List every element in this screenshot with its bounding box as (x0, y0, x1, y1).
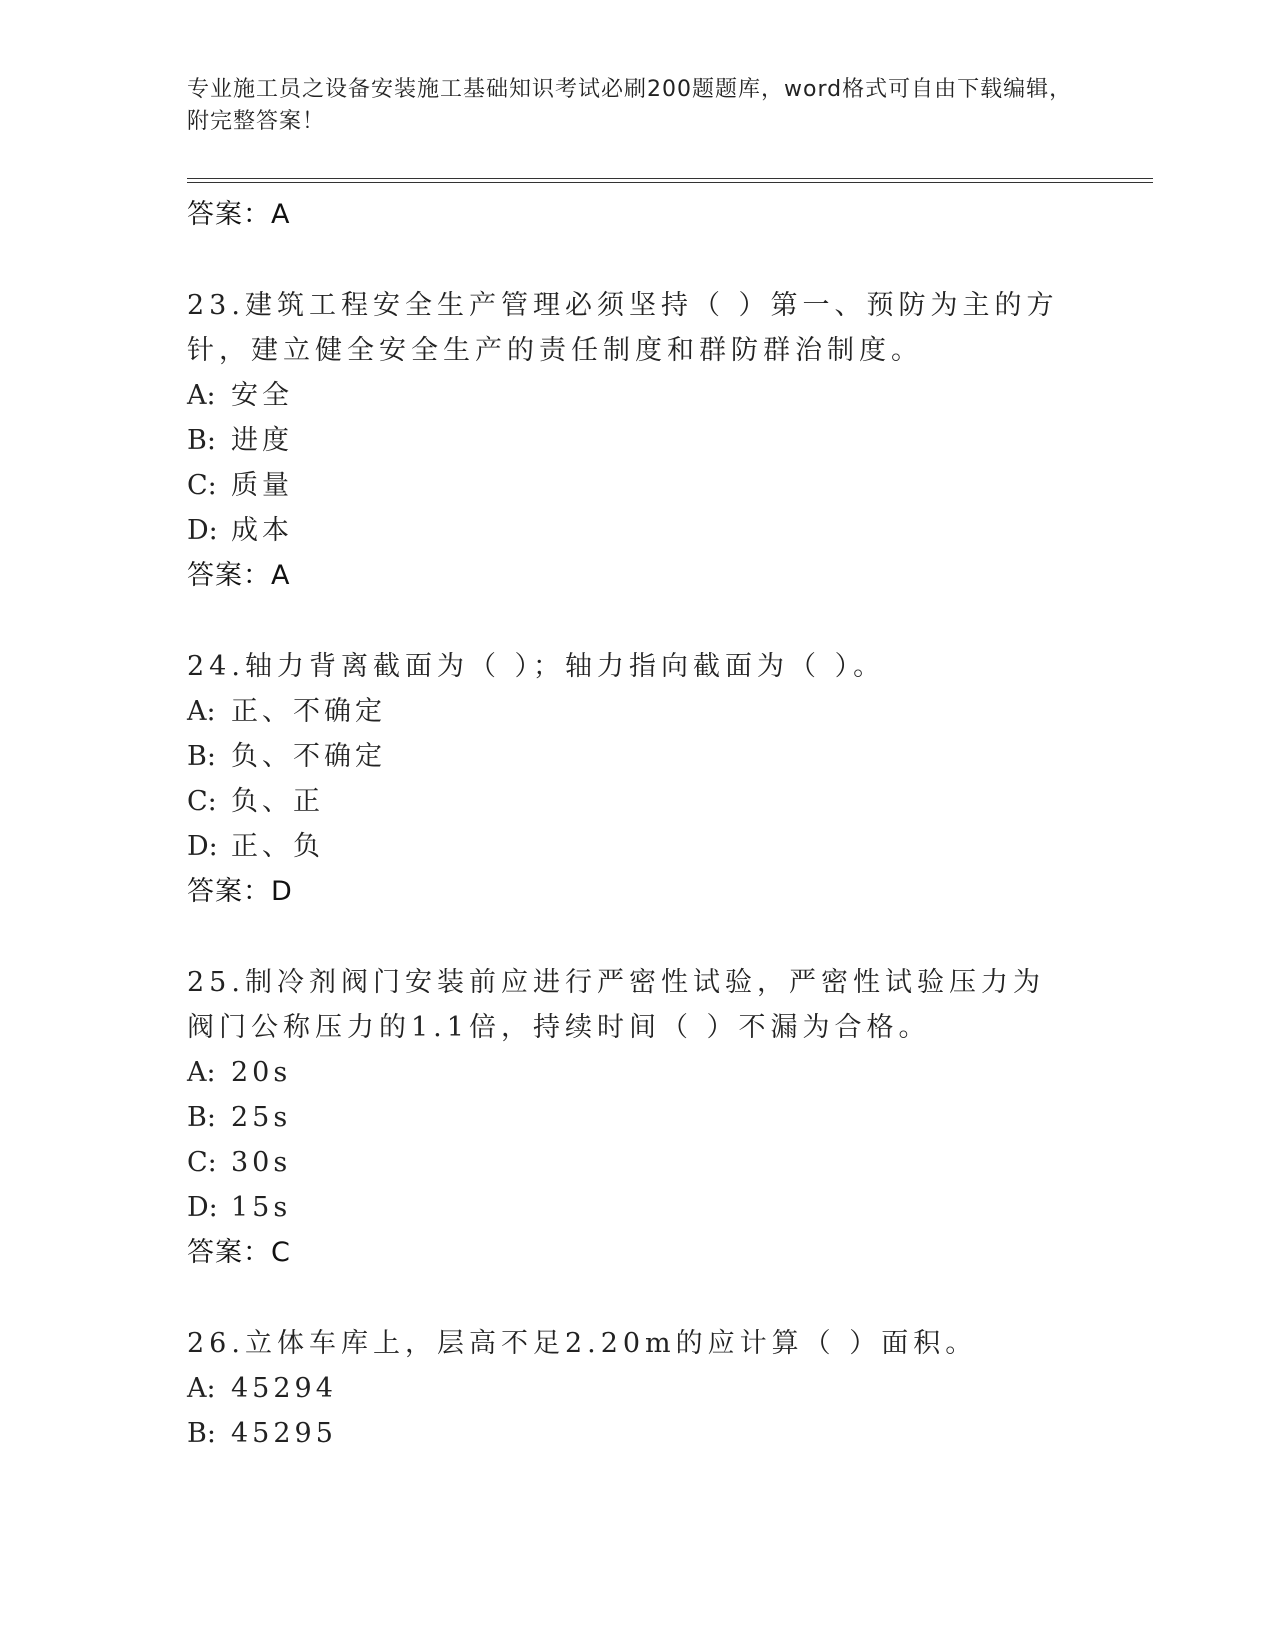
question-text: 26.立体车库上，层高不足2.20m的应计算（ ）面积。 (187, 1328, 978, 1359)
option-text: 负、正 (231, 786, 324, 817)
option-text: 安全 (231, 380, 293, 411)
option-letter: D: (187, 1192, 218, 1223)
option-d (187, 1185, 1153, 1230)
question-text: 25.制冷剂阀门安装前应进行严密性试验，严密性试验压力为阀门公称压力的1.1倍，持续时间（ ）不漏为合格。 (187, 967, 1045, 1043)
option-text: 质量 (231, 470, 293, 501)
option-letter: B: (187, 425, 216, 456)
option-text: 25s (231, 1102, 292, 1133)
answer-label: 答案：C (187, 1237, 291, 1268)
option-text: 45294 (231, 1373, 337, 1404)
option-a (187, 1366, 1153, 1411)
option-letter: A: (187, 1057, 216, 1088)
option-letter: D: (187, 515, 218, 546)
option-letter: C: (187, 470, 217, 501)
option-text: 负、不确定 (231, 741, 386, 772)
question-25 (187, 960, 1153, 1275)
option-text: 正、不确定 (231, 696, 386, 727)
option-letter: D: (187, 831, 218, 862)
option-a (187, 1050, 1153, 1095)
option-d (187, 824, 1153, 869)
option-c (187, 779, 1153, 824)
previous-answer: 答案：A (187, 199, 291, 230)
option-letter: A: (187, 1373, 216, 1404)
option-c (187, 463, 1153, 508)
option-text: 20s (231, 1057, 292, 1088)
option-a (187, 373, 1153, 418)
option-a (187, 689, 1153, 734)
option-letter: B: (187, 741, 216, 772)
answer-label: 答案：A (187, 560, 291, 591)
option-text: 正、负 (231, 831, 324, 862)
header-divider (187, 178, 1153, 183)
question-23 (187, 283, 1153, 598)
option-letter: B: (187, 1102, 216, 1133)
option-text: 成本 (231, 515, 293, 546)
option-text: 30s (231, 1147, 292, 1178)
answer-label: 答案：D (187, 876, 293, 907)
option-b (187, 1095, 1153, 1140)
option-d (187, 508, 1153, 553)
document-header: 专业施工员之设备安装施工基础知识考试必刷200题题库，word格式可自由下载编辑，附完整答案！ (187, 77, 1073, 134)
option-text: 进度 (231, 425, 293, 456)
question-list (187, 192, 1153, 1456)
question-text: 24.轴力背离截面为（ ）；轴力指向截面为（ ）。 (187, 651, 886, 682)
option-b (187, 1411, 1153, 1456)
option-text: 45295 (231, 1418, 337, 1449)
option-letter: B: (187, 1418, 216, 1449)
option-letter: C: (187, 1147, 217, 1178)
question-26 (187, 1321, 1153, 1456)
option-b (187, 734, 1153, 779)
option-text: 15s (231, 1192, 292, 1223)
option-letter: A: (187, 696, 216, 727)
option-b (187, 418, 1153, 463)
option-c (187, 1140, 1153, 1185)
option-letter: C: (187, 786, 217, 817)
option-letter: A: (187, 380, 216, 411)
question-24 (187, 644, 1153, 914)
question-text: 23.建筑工程安全生产管理必须坚持（ ）第一、预防为主的方针，建立健全安全生产的责任制度和群防群治制度。 (187, 290, 1059, 366)
